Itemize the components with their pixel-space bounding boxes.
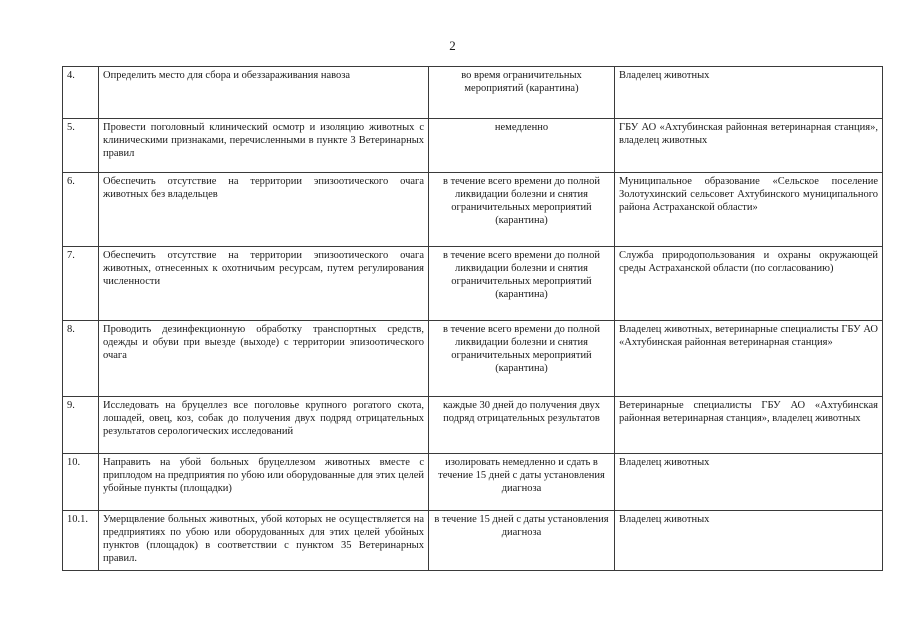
table-row bbox=[63, 119, 883, 173]
row-number: 4. bbox=[63, 67, 99, 119]
row-term: в течение всего времени до полной ликвидации болезни и снятия ограничительных мероприятий (карантина) bbox=[429, 173, 615, 247]
row-action: Исследовать на бруцеллез все поголовье крупного рогатого скота, лошадей, овец, коз, собак до получения двух подряд отрицательных результатов серологических исследований bbox=[99, 397, 429, 454]
row-action: Обеспечить отсутствие на территории эпизоотического очага животных, отнесенных к охотничьим ресурсам, путем регулирования численности bbox=[99, 247, 429, 321]
row-term: в течение 15 дней с даты установления диагноза bbox=[429, 511, 615, 571]
row-action: Провести поголовный клинический осмотр и изоляцию животных с клиническими признаками, перечисленными в пункте 3 Ветеринарных правил bbox=[99, 119, 429, 173]
row-responsible: Владелец животных bbox=[615, 67, 883, 119]
row-responsible: Служба природопользования и охраны окружающей среды Астраханской области (по согласованию) bbox=[615, 247, 883, 321]
table-row bbox=[63, 397, 883, 454]
row-term: изолировать немедленно и сдать в течение 15 дней с даты установления диагноза bbox=[429, 454, 615, 511]
row-term: немедленно bbox=[429, 119, 615, 173]
row-responsible: Владелец животных bbox=[615, 511, 883, 571]
table-row bbox=[63, 67, 883, 119]
row-responsible: Владелец животных, ветеринарные специалисты ГБУ АО «Ахтубинская районная ветеринарная станция» bbox=[615, 321, 883, 397]
row-number: 9. bbox=[63, 397, 99, 454]
row-action: Проводить дезинфекционную обработку транспортных средств, одежды и обуви при выезде (выходе) с территории эпизоотического очага bbox=[99, 321, 429, 397]
row-term: в течение всего времени до полной ликвидации болезни и снятия ограничительных мероприятий (карантина) bbox=[429, 321, 615, 397]
row-action: Умерщвление больных животных, убой которых не осуществляется на предприятиях по убою или оборудованных для этих целей убойных пунктов (площадок) в соответствии с пунктом 35 Ветеринарных правил. bbox=[99, 511, 429, 571]
table-row bbox=[63, 321, 883, 397]
row-responsible: Ветеринарные специалисты ГБУ АО «Ахтубинская районная ветеринарная станция», владелец животных bbox=[615, 397, 883, 454]
table-row bbox=[63, 247, 883, 321]
row-number: 10.1. bbox=[63, 511, 99, 571]
table-row bbox=[63, 173, 883, 247]
row-action: Обеспечить отсутствие на территории эпизоотического очага животных без владельцев bbox=[99, 173, 429, 247]
row-number: 10. bbox=[63, 454, 99, 511]
row-term: во время ограничительных мероприятий (карантина) bbox=[429, 67, 615, 119]
row-term: каждые 30 дней до получения двух подряд отрицательных результатов bbox=[429, 397, 615, 454]
measures-table bbox=[62, 66, 883, 571]
row-term: в течение всего времени до полной ликвидации болезни и снятия ограничительных мероприятий (карантина) bbox=[429, 247, 615, 321]
row-responsible: ГБУ АО «Ахтубинская районная ветеринарная станция», владелец животных bbox=[615, 119, 883, 173]
row-number: 7. bbox=[63, 247, 99, 321]
row-number: 6. bbox=[63, 173, 99, 247]
row-responsible: Владелец животных bbox=[615, 454, 883, 511]
row-number: 8. bbox=[63, 321, 99, 397]
page-number: 2 bbox=[449, 38, 456, 53]
row-responsible: Муниципальное образование «Сельское поселение Золотухинский сельсовет Ахтубинского муниципального района Астраханской области» bbox=[615, 173, 883, 247]
table-row bbox=[63, 511, 883, 571]
row-action: Направить на убой больных бруцеллезом животных вместе с приплодом на предприятия по убою или оборудованные для этих целей убойные пункты (площадки) bbox=[99, 454, 429, 511]
table-row bbox=[63, 454, 883, 511]
row-action: Определить место для сбора и обеззараживания навоза bbox=[99, 67, 429, 119]
row-number: 5. bbox=[63, 119, 99, 173]
